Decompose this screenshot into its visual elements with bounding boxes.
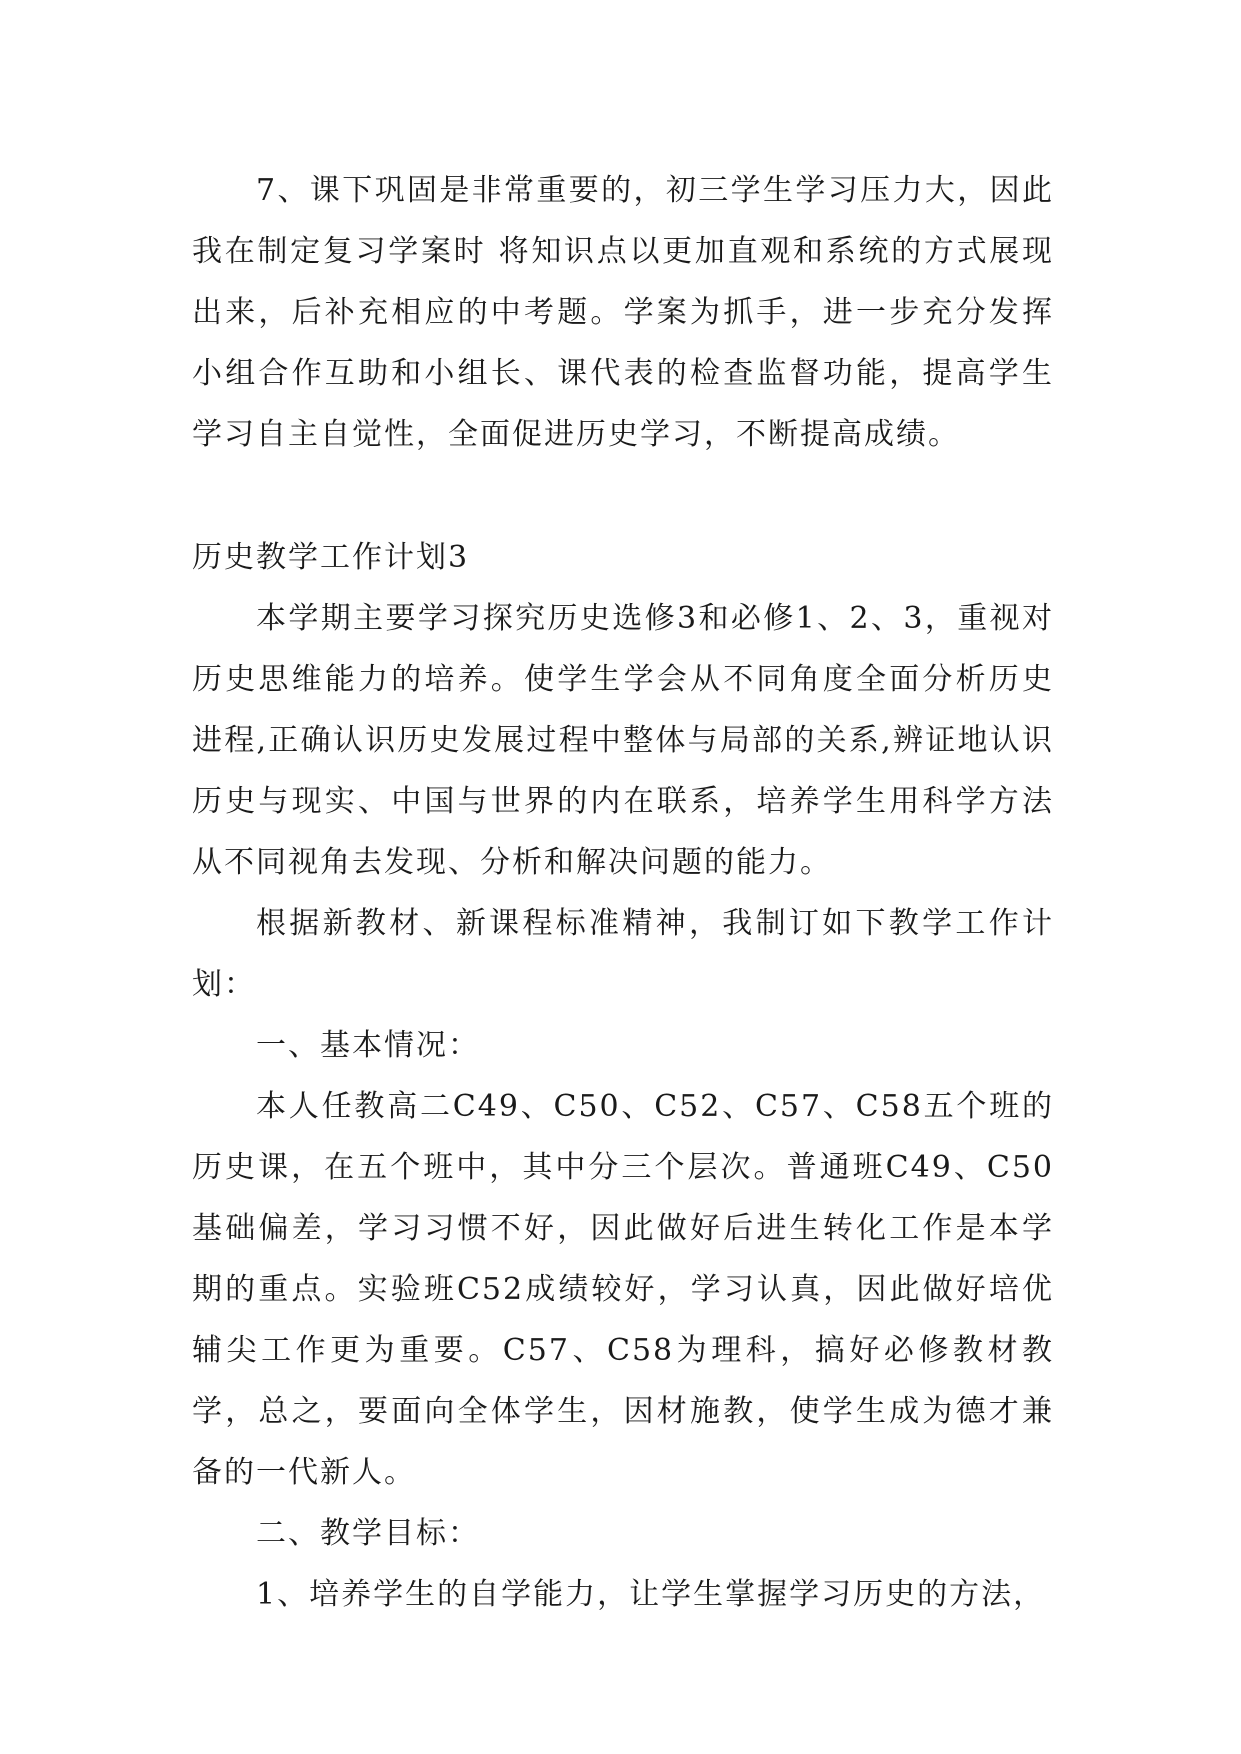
paragraph-plan-intro: 根据新教材、新课程标准精神，我制订如下教学工作计划： [192, 906, 1054, 1002]
heading-basic-situation: 一、基本情况： [256, 1028, 480, 1063]
document-body [192, 160, 1054, 1625]
paragraph-review-consolidation: 7、课下巩固是非常重要的，初三学生学习压力大，因此我在制定复习学案时 将知识点以更加直观和系统的方式展现出来，后补充相应的中考题。学案为抓手，进一步充分发挥小组合作互助和小组长、课代表的检查监督功能，提高学生学习自主自觉性，全面促进历史学习，不断提高成绩。 [192, 173, 1054, 452]
paragraph-basic-situation: 本人任教高二C49、C50、C52、C57、C58五个班的历史课，在五个班中，其中分三个层次。普通班C49、C50基础偏差，学习习惯不好，因此做好后进生转化工作是本学期的重点。实验班C52成绩较好，学习认真，因此做好培优辅尖工作更为重要。C57、C58为理科，搞好必修教材教学，总之，要面向全体学生，因材施教，使学生成为德才兼备的一代新人。 [192, 1089, 1054, 1490]
heading-teaching-goals: 二、教学目标： [256, 1516, 480, 1551]
paragraph-semester-overview: 本学期主要学习探究历史选修3和必修1、2、3，重视对历史思维能力的培养。使学生学会从不同角度全面分析历史进程,正确认识历史发展过程中整体与局部的关系,辨证地认识历史与现实、中国与世界的内在联系，培养学生用科学方法从不同视角去发现、分析和解决问题的能力。 [192, 601, 1054, 880]
section-spacer [192, 465, 1054, 527]
section-title: 历史教学工作计划3 [192, 540, 470, 575]
paragraph-goal-1: 1、培养学生的自学能力，让学生掌握学习历史的方法， [256, 1577, 1046, 1612]
